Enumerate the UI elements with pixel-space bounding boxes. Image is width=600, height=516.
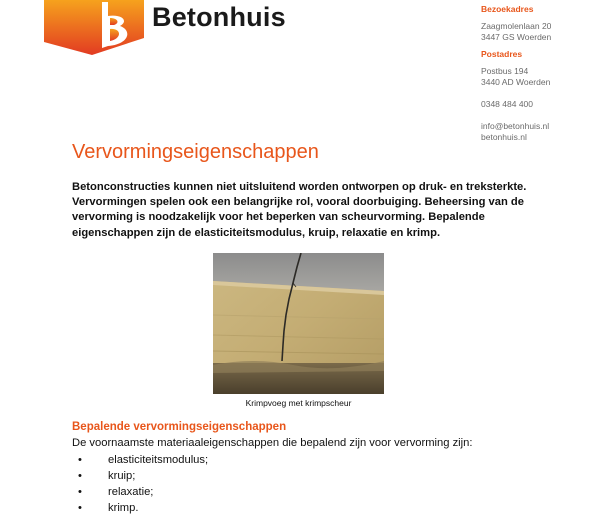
phone-number: 0348 484 400	[481, 99, 533, 109]
contact-block	[481, 4, 551, 143]
list-item: • kruip;	[72, 468, 208, 484]
visit-city: 3447 GS Woerden	[481, 32, 552, 42]
betonhuis-logo	[44, 0, 144, 55]
post-box: Postbus 194	[481, 66, 529, 76]
property-list	[72, 452, 208, 516]
visit-address-label: Bezoekadres	[481, 4, 534, 14]
page-title: Vervormingseigenschappen	[72, 141, 319, 163]
figure-caption: Krimpvoeg met krimpscheur	[245, 398, 352, 408]
section-text: De voornaamste materiaaleigenschappen die bepalend zijn voor vervorming zijn:	[72, 437, 473, 449]
section-title: Bepalende vervormingseigenschappen	[72, 421, 287, 433]
list-item: • relaxatie;	[72, 484, 208, 500]
intro-paragraph: Betonconstructies kunnen niet uitsluitend worden ontworpen op druk- en treksterkte. Vervormingen spelen ook een belangrijke rol, vooral doorbuiging. Beheersing van de vervorming is noodzakelijk voor het beperken van scheurvorming. Bepalende eigenschappen zijn de elasticiteitsmodulus, kruip, relaxatie en krimp.	[72, 181, 527, 239]
visit-street: Zaagmolenlaan 20	[481, 21, 552, 31]
logo-shield-icon	[44, 0, 144, 55]
list-item: • krimp.	[72, 500, 208, 516]
email-link[interactable]: info@betonhuis.nl	[481, 121, 550, 131]
brand-name: Betonhuis	[152, 2, 286, 32]
post-address-label: Postadres	[481, 49, 523, 59]
shrinkage-joint-photo	[213, 253, 384, 394]
list-item: • elasticiteitsmodulus;	[72, 452, 208, 468]
post-city: 3440 AD Woerden	[481, 77, 551, 87]
website-link[interactable]: betonhuis.nl	[481, 132, 527, 142]
